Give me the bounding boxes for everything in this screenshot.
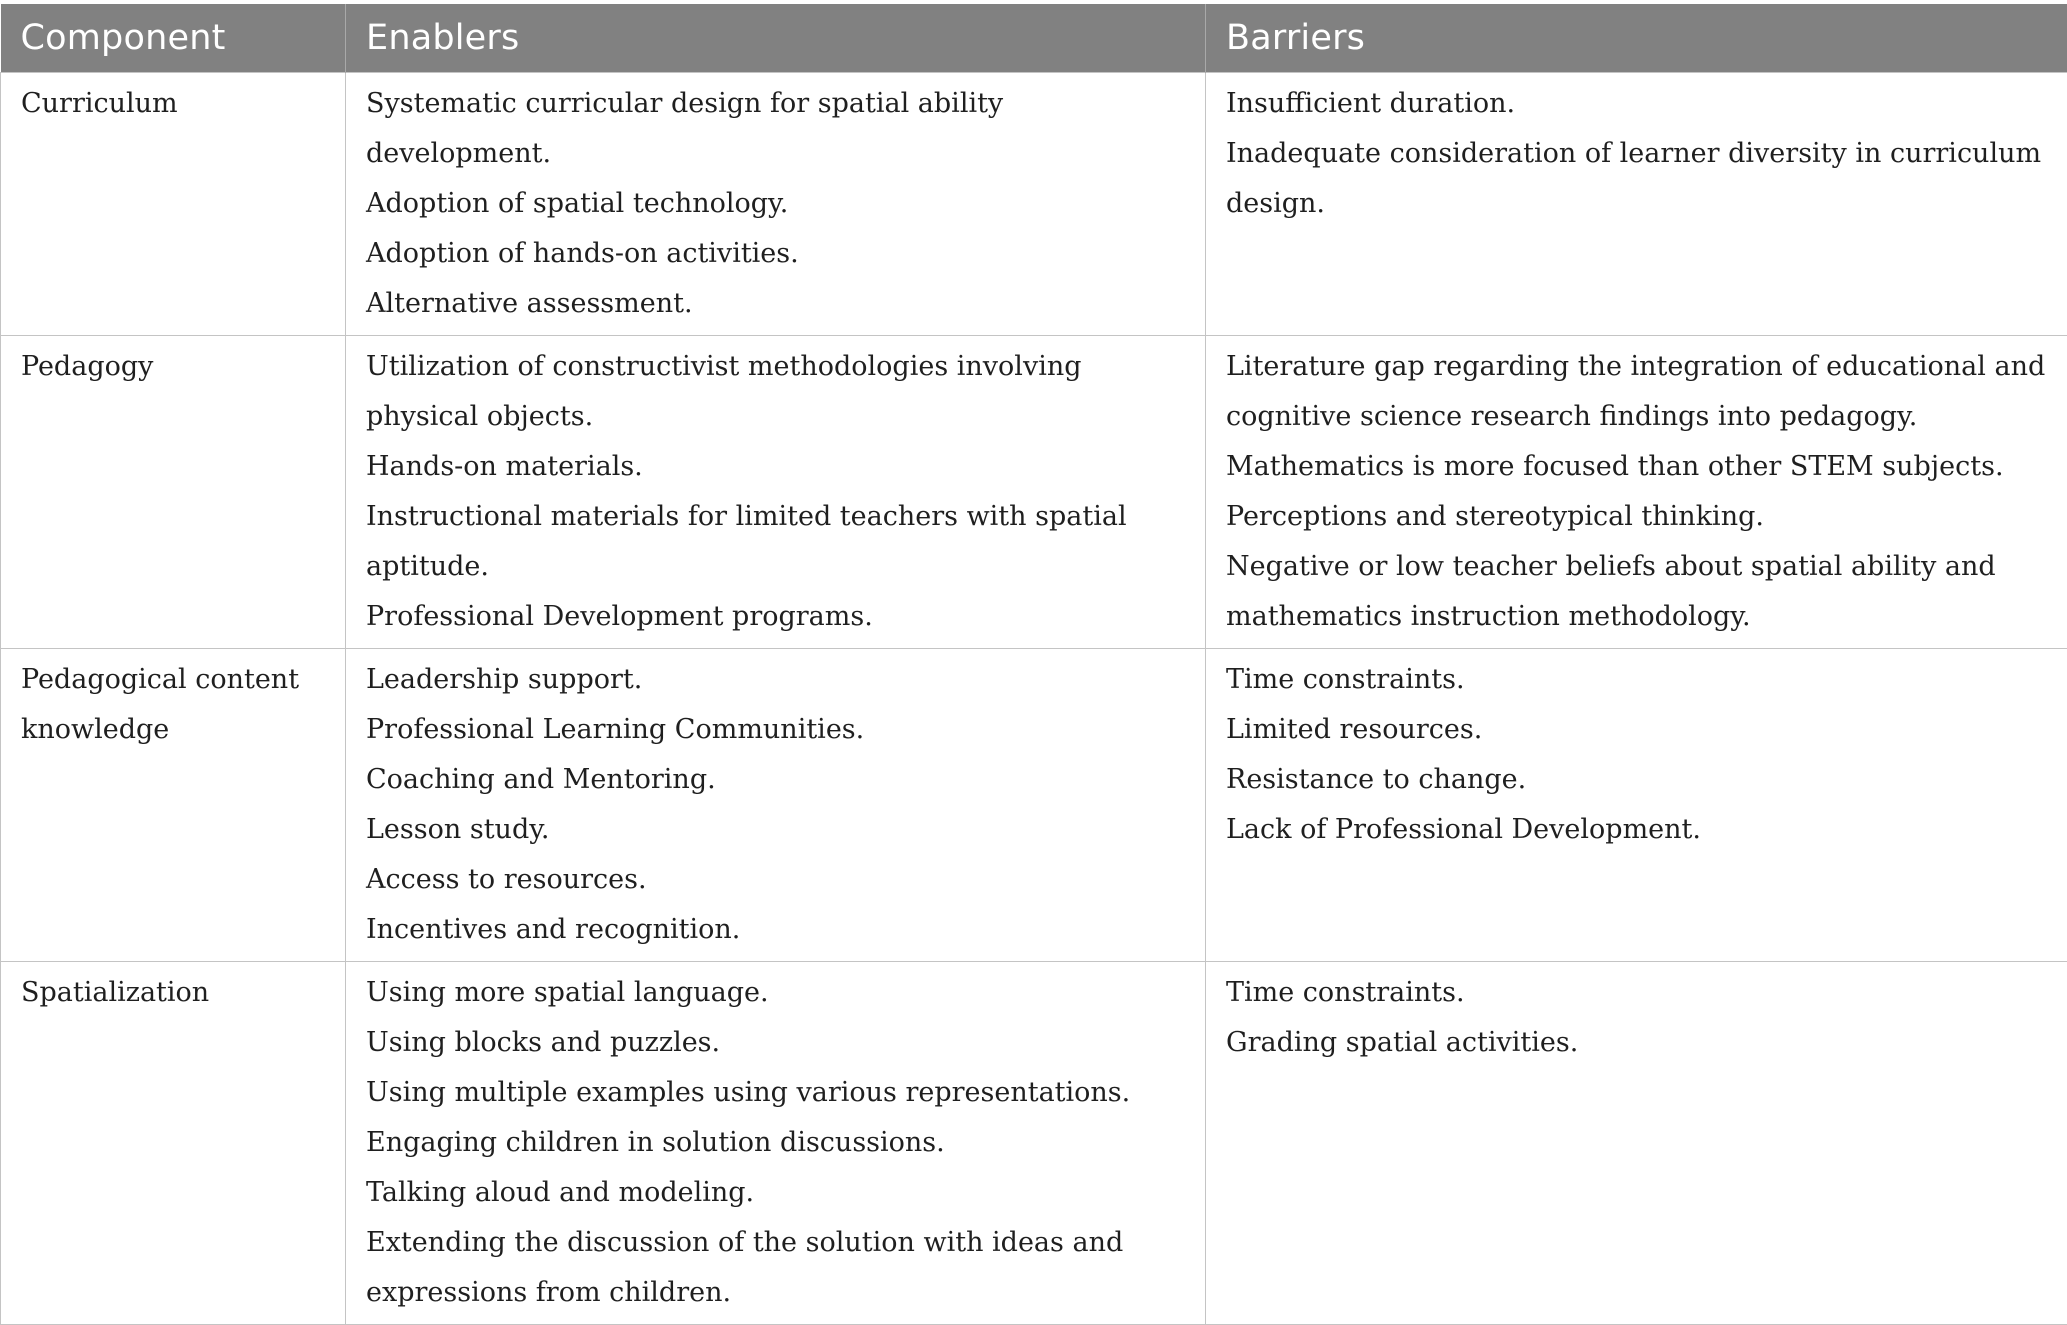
component-label: Pedagogical content knowledge xyxy=(21,655,333,755)
enabler-item: Coaching and Mentoring. xyxy=(366,755,1193,805)
barrier-item: Limited resources. xyxy=(1226,705,2055,755)
enabler-item: Engaging children in solution discussions. xyxy=(366,1118,1193,1168)
enablers-cell xyxy=(346,962,1206,1325)
barrier-item: Resistance to change. xyxy=(1226,755,2055,805)
component-label: Curriculum xyxy=(21,79,333,129)
header-component: Component xyxy=(1,4,346,73)
enabler-item: Instructional materials for limited teachers with spatial aptitude. xyxy=(366,492,1193,592)
enablers-cell xyxy=(346,336,1206,649)
component-cell xyxy=(1,336,346,649)
component-cell xyxy=(1,962,346,1325)
enabler-item: Professional Learning Communities. xyxy=(366,705,1193,755)
barriers-cell xyxy=(1206,962,2067,1325)
enabler-item: Lesson study. xyxy=(366,805,1193,855)
enabler-item: Using more spatial language. xyxy=(366,968,1193,1018)
barrier-item: Time constraints. xyxy=(1226,655,2055,705)
enablers-cell xyxy=(346,649,1206,962)
barrier-item: Perceptions and stereotypical thinking. xyxy=(1226,492,2055,542)
barrier-item: Insufficient duration. xyxy=(1226,79,2055,129)
table-row-pedagogical-content-knowledge xyxy=(1,649,2067,962)
enabler-item: Alternative assessment. xyxy=(366,279,1193,329)
barrier-item: Literature gap regarding the integration of educational and cognitive science research findings into pedagogy. xyxy=(1226,342,2055,442)
table-body xyxy=(1,73,2067,1325)
component-label: Spatialization xyxy=(21,968,333,1018)
barrier-item: Negative or low teacher beliefs about spatial ability and mathematics instruction methodology. xyxy=(1226,542,2055,642)
enabler-item: Hands-on materials. xyxy=(366,442,1193,492)
barrier-item: Inadequate consideration of learner diversity in curriculum design. xyxy=(1226,129,2055,229)
enabler-item: Leadership support. xyxy=(366,655,1193,705)
header-enablers: Enablers xyxy=(346,4,1206,73)
enablers-cell xyxy=(346,73,1206,336)
barrier-item: Mathematics is more focused than other STEM subjects. xyxy=(1226,442,2055,492)
barrier-item: Lack of Professional Development. xyxy=(1226,805,2055,855)
table-row-curriculum xyxy=(1,73,2067,336)
enabler-item: Using blocks and puzzles. xyxy=(366,1018,1193,1068)
enabler-item: Access to resources. xyxy=(366,855,1193,905)
enablers-barriers-table-container xyxy=(0,4,2067,1325)
barriers-cell xyxy=(1206,336,2067,649)
barriers-cell xyxy=(1206,649,2067,962)
header-row xyxy=(1,4,2067,73)
barrier-item: Time constraints. xyxy=(1226,968,2055,1018)
component-cell xyxy=(1,649,346,962)
enabler-item: Incentives and recognition. xyxy=(366,905,1193,955)
enabler-item: Systematic curricular design for spatial ability development. xyxy=(366,79,1193,179)
component-cell xyxy=(1,73,346,336)
enabler-item: Extending the discussion of the solution with ideas and expressions from children. xyxy=(366,1218,1193,1318)
enabler-item: Adoption of hands-on activities. xyxy=(366,229,1193,279)
table-row-pedagogy xyxy=(1,336,2067,649)
enabler-item: Adoption of spatial technology. xyxy=(366,179,1193,229)
header-barriers: Barriers xyxy=(1206,4,2067,73)
component-label: Pedagogy xyxy=(21,342,333,392)
enabler-item: Using multiple examples using various representations. xyxy=(366,1068,1193,1118)
enabler-item: Professional Development programs. xyxy=(366,592,1193,642)
enabler-item: Talking aloud and modeling. xyxy=(366,1168,1193,1218)
table-header xyxy=(1,4,2067,73)
table-row-spatialization xyxy=(1,962,2067,1325)
enablers-barriers-table xyxy=(0,4,2067,1325)
enabler-item: Utilization of constructivist methodologies involving physical objects. xyxy=(366,342,1193,442)
barriers-cell xyxy=(1206,73,2067,336)
barrier-item: Grading spatial activities. xyxy=(1226,1018,2055,1068)
